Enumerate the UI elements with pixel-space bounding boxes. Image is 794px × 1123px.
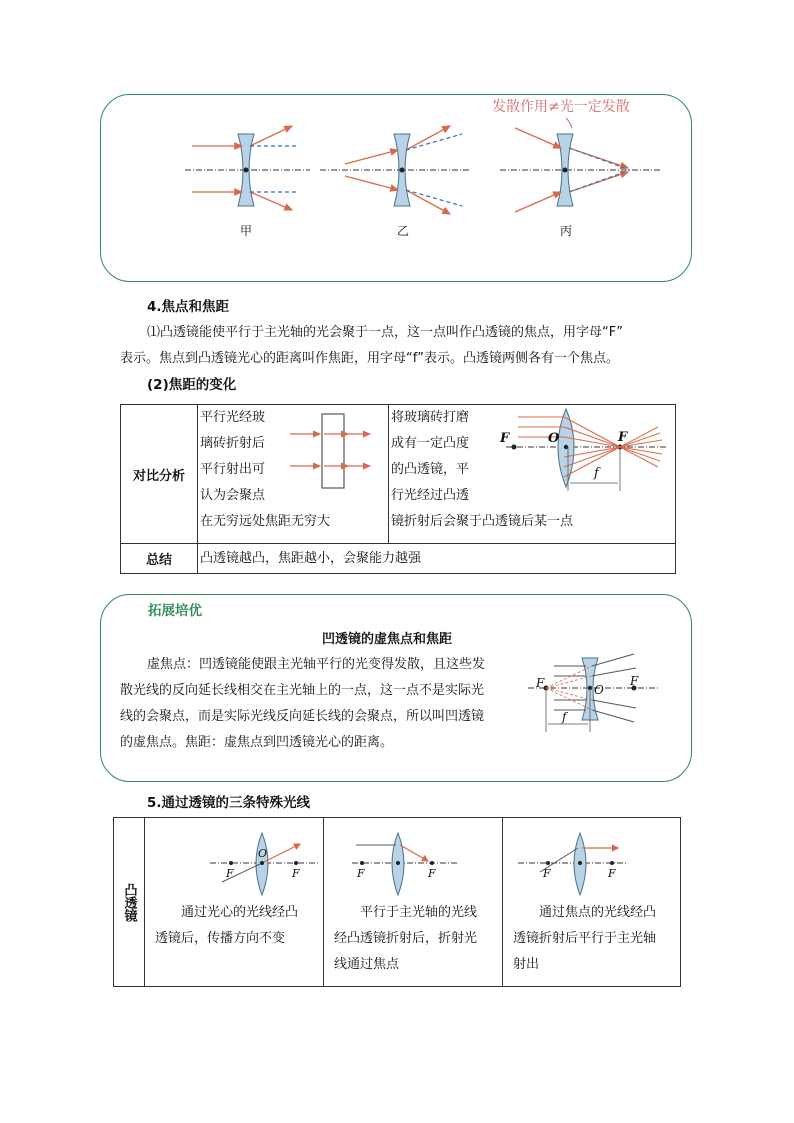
- ray-cell-line: 透镜折射后平行于主光轴: [513, 931, 657, 946]
- right-line: 镜折射后会聚于凸透镜后某一点: [391, 514, 574, 529]
- ray-cell-line: 透镜后，传播方向不变: [155, 931, 286, 946]
- ray-cell-line: 经凸透镜折射后，折射光: [334, 931, 478, 946]
- left-line: 在无穷远处焦距无穷大: [200, 514, 331, 529]
- ray-figure-focus: [518, 833, 626, 895]
- convex-label-F-left: F: [500, 431, 510, 446]
- section4-paragraph-line2: 表示。焦点到凸透镜光心的距离叫作焦距，用字母“f”表示。凸透镜两侧各有一个焦点。: [120, 351, 620, 366]
- row-header-convex: 凸透镜: [121, 882, 137, 922]
- right-line: 行光经过凸透: [391, 488, 470, 503]
- extension-line: 线的会聚点，而是实际光线反向延长线的会聚点，所以叫凹透镜: [120, 709, 485, 724]
- right-line: 成有一定凸度: [391, 436, 470, 451]
- row-header-summary: 总结: [145, 553, 172, 568]
- concave-label-F-left: F: [536, 676, 545, 690]
- ray-figure-parallel: [352, 833, 458, 895]
- ray-cell-line: 线通过焦点: [334, 957, 400, 972]
- ray-figure-center: [210, 833, 320, 895]
- ray2-label-F-left: F: [357, 867, 365, 880]
- left-line: 璃砖折射后: [200, 436, 266, 451]
- section5-heading: 5.通过透镜的三条特殊光线: [147, 795, 311, 811]
- concave-label-O: O: [594, 683, 604, 697]
- section4-paragraph-line1: ⑴凸透镜能使平行于主光轴的光会聚于一点，这一点叫作凸透镜的焦点，用字母“F”: [147, 325, 623, 340]
- figure-label-jia: 甲: [240, 224, 253, 238]
- extension-line: 的虚焦点。焦距：虚焦点到凹透镜光心的距离。: [120, 735, 394, 750]
- ray1-label-O: O: [258, 847, 268, 860]
- ray2-label-F-right: F: [428, 867, 436, 880]
- ray-cell-line: 通过焦点的光线经凸: [539, 905, 657, 920]
- ray1-label-F-left: F: [226, 867, 234, 880]
- extension-line: 虚焦点：凹透镜能使跟主光轴平行的光变得发散，且这些发: [147, 657, 486, 672]
- ray-cell-line: 平行于主光轴的光线: [360, 905, 478, 920]
- convex-label-O: O: [548, 431, 560, 446]
- summary-text: 凸透镜越凸，焦距越小，会聚能力越强: [200, 550, 422, 566]
- extension-line: 散光线的反向延长线相交在主光轴上的一点，这一点不是实际光: [120, 683, 485, 698]
- right-line: 的凸透镜，平: [391, 462, 470, 477]
- extension-tag: 拓展培优: [148, 603, 202, 619]
- section4-heading: 4.焦点和焦距: [147, 299, 230, 315]
- ray-cell-line: 射出: [513, 957, 540, 972]
- divergence-annotation: 发散作用≠光一定发散: [492, 99, 630, 115]
- section4-subheading: (2)焦距的变化: [147, 377, 237, 393]
- left-line: 平行光经玻: [200, 410, 266, 425]
- ray1-label-F-right: F: [292, 867, 300, 880]
- left-line: 平行射出可: [200, 462, 266, 477]
- extension-title: 凹透镜的虚焦点和焦距: [322, 632, 453, 647]
- row-header-compare: 对比分析: [132, 468, 185, 484]
- ray3-label-F-left: F: [543, 867, 551, 880]
- convex-label-F-right: F: [618, 430, 628, 445]
- concave-label-f: f: [562, 710, 567, 724]
- figure-label-bing: 丙: [560, 224, 573, 238]
- concave-label-F-right: F: [630, 674, 639, 688]
- ray-cell-line: 通过光心的光线经凸: [181, 905, 299, 920]
- right-line: 将玻璃砖打磨: [391, 410, 470, 425]
- ray3-label-F-right: F: [608, 867, 616, 880]
- convex-label-f: f: [594, 466, 599, 481]
- left-line: 认为会聚点: [200, 488, 266, 503]
- figure-label-yi: 乙: [397, 224, 410, 238]
